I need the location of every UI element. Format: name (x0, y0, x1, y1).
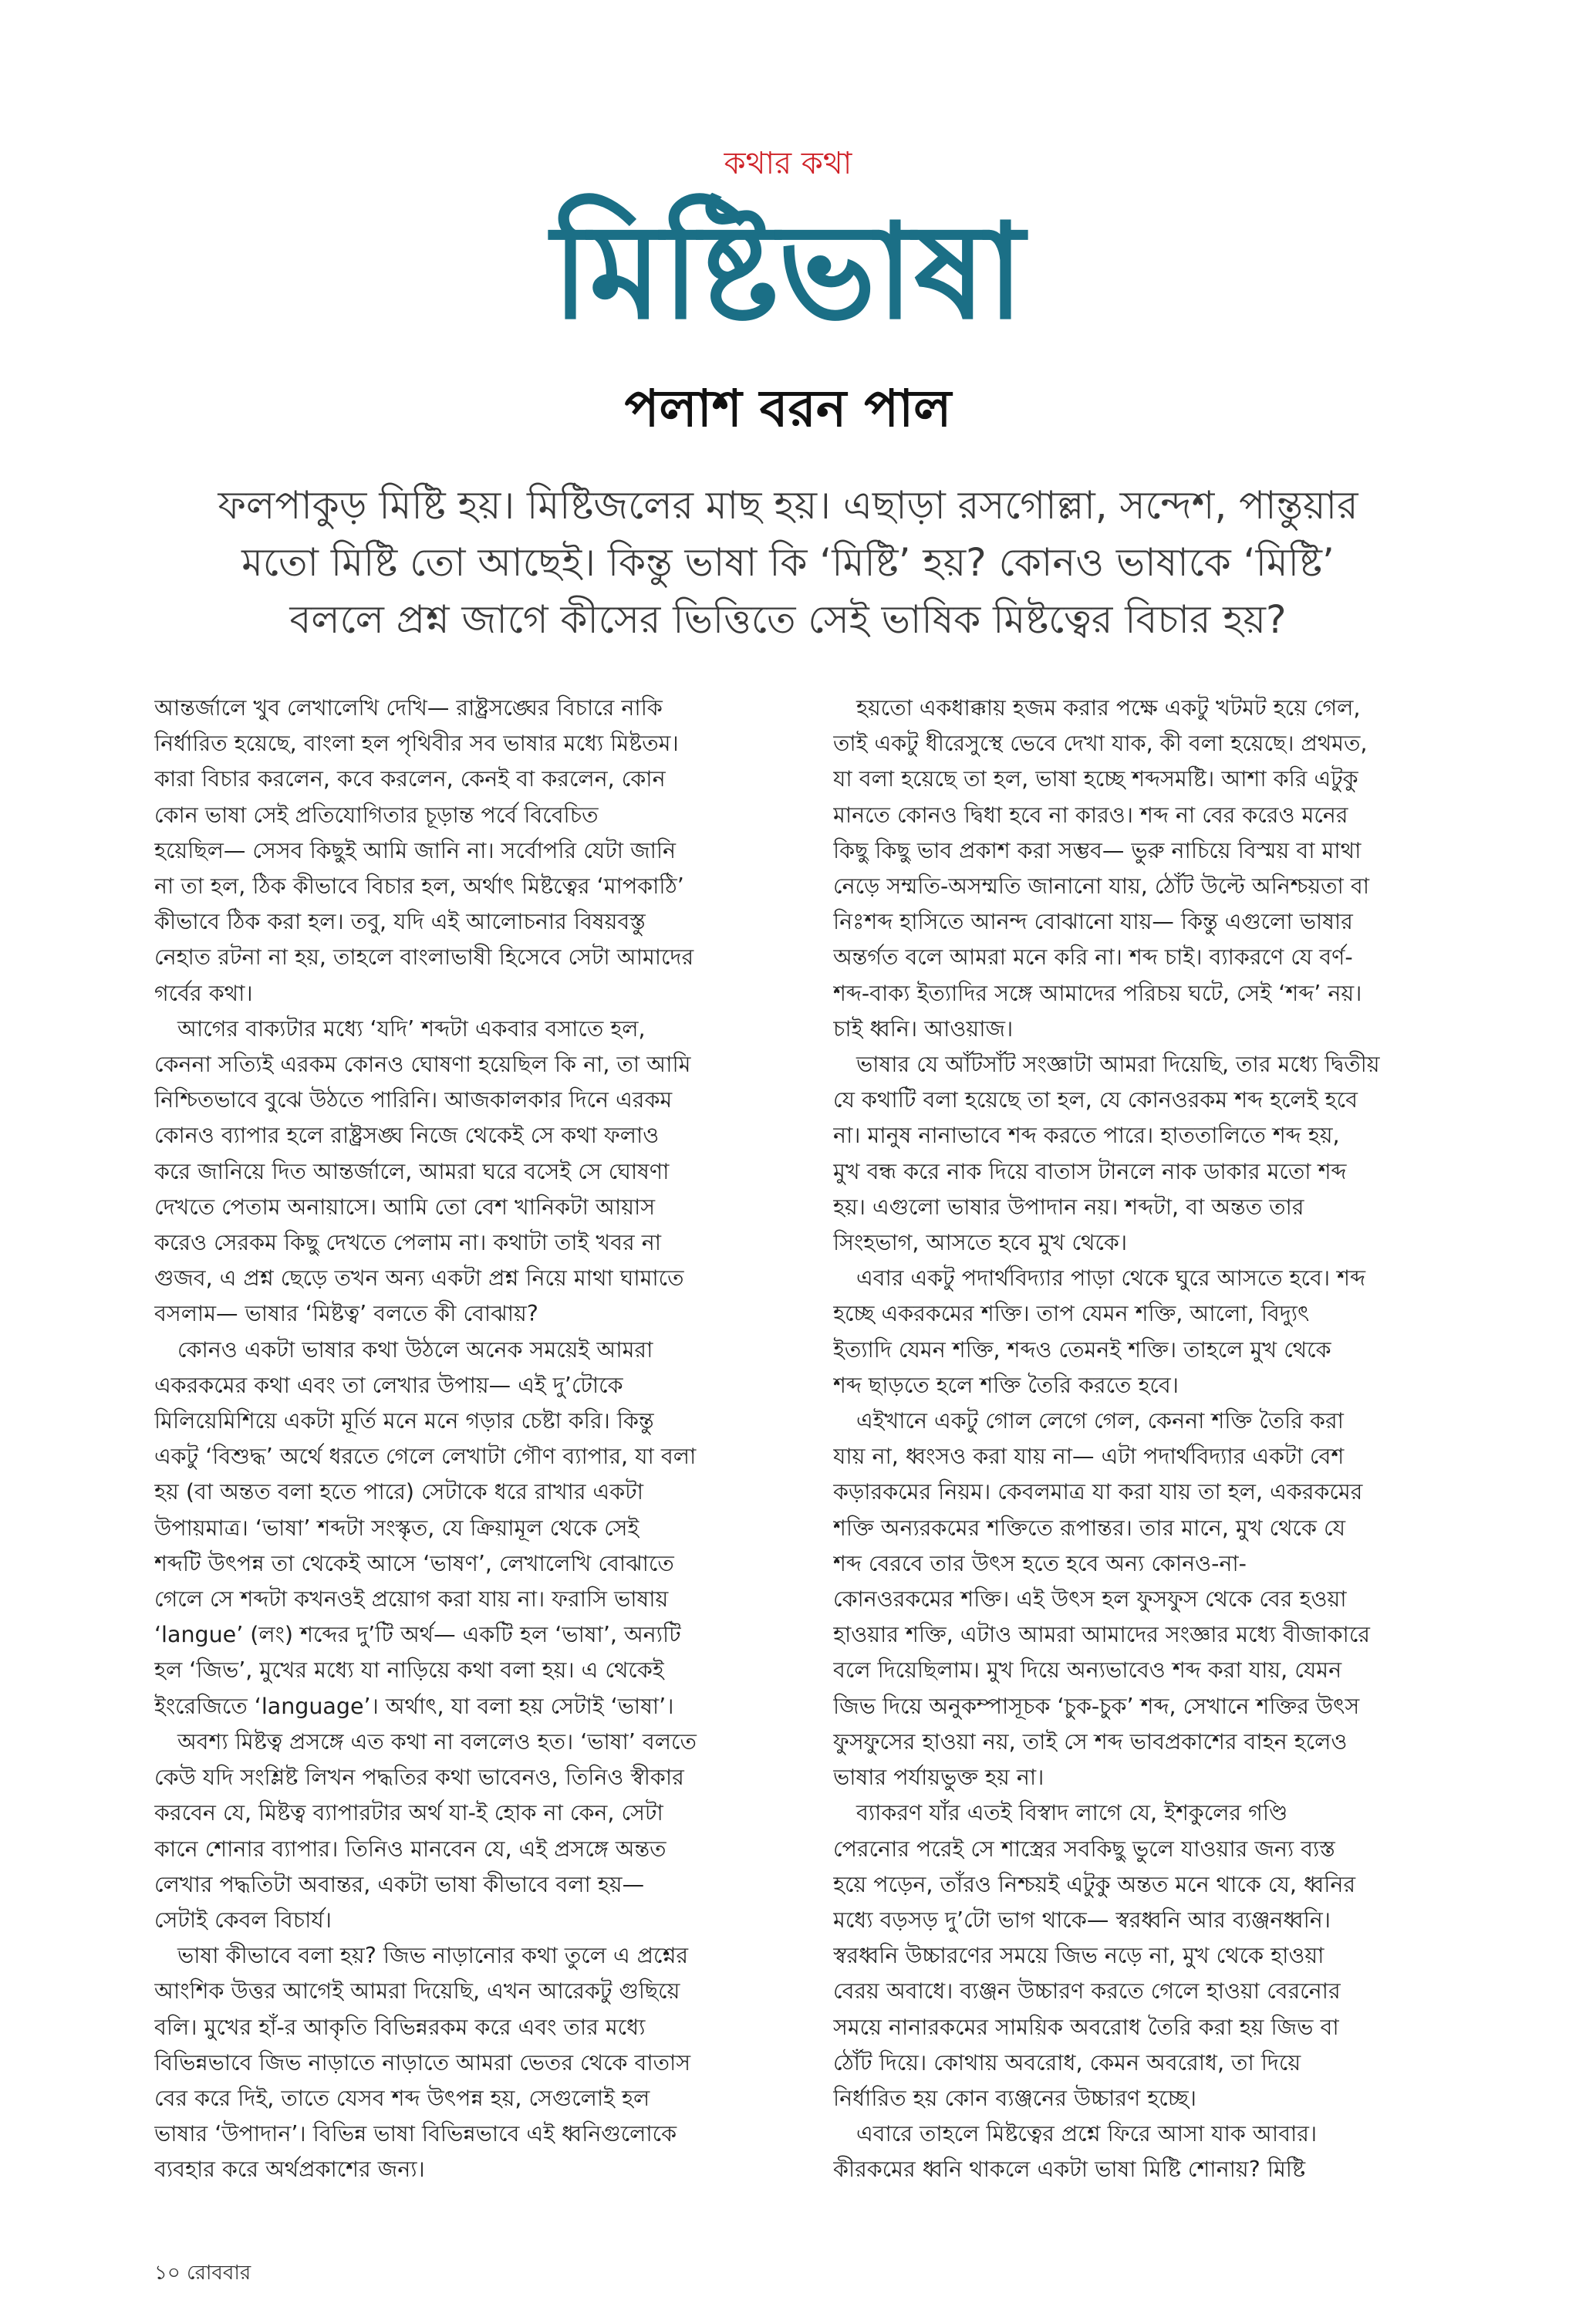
text-line: ভাষার পর্যায়ভুক্ত হয় না। (833, 1765, 1044, 1791)
text-line: অবশ্য মিষ্টত্ব প্রসঙ্গে এত কথা না বললেও হত। ‘ভাষা’ বলতে (177, 1728, 697, 1755)
intro-line: বললে প্রশ্ন জাগে কীসের ভিত্তিতে সেই ভাষিক মিষ্টত্বের বিচার হয়? (289, 597, 1287, 642)
text-line: মিলিয়েমিশিয়ে একটা মূর্তি মনে মনে গড়ার চেষ্টা করি। কিন্তু (154, 1408, 654, 1434)
intro-line: ফলপাকুড় মিষ্টি হয়। মিষ্টিজলের মাছ হয়। এছাড়া রসগোল্লা, সন্দেশ, পান্তুয়ার (218, 483, 1358, 528)
text-line: স্বরধ্বনি উচ্চারণের সময়ে জিভ নড়ে না, মুখ থেকে হাওয়া (833, 1943, 1325, 1969)
section-kicker: কথার কথা (724, 146, 852, 181)
text-line: নিঃশব্দ হাসিতে আনন্দ বোঝানো যায়— কিন্তু এগুলো ভাষার (833, 909, 1353, 935)
text-line: এইখানে একটু গোল লেগে গেল, কেননা শক্তি তৈরি করা (856, 1408, 1344, 1434)
text-line: করে জানিয়ে দিত আন্তর্জালে, আমরা ঘরে বসেই সে ঘোষণা (154, 1158, 670, 1184)
text-line: বসলাম— ভাষার ‘মিষ্টত্ব’ বলতে কী বোঝায়? (154, 1301, 538, 1327)
text-line: কিছু কিছু ভাব প্রকাশ করা সম্ভব— ভুরু নাচিয়ে বিস্ময় বা মাথা (833, 837, 1362, 863)
intro-line: মতো মিষ্টি তো আছেই। কিন্তু ভাষা কি ‘মিষ্টি’ হয়? কোনও ভাষাকে ‘মিষ্টি’ (241, 540, 1335, 585)
text-line: শব্দটি উৎপন্ন তা থেকেই আসে ‘ভাষণ’, লেখালেখি বোঝাতে (154, 1550, 674, 1576)
text-line: কোন ভাষা সেই প্রতিযোগিতার চূড়ান্ত পর্বে বিবেচিত (154, 802, 599, 828)
text-line: এবারে তাহলে মিষ্টত্বের প্রশ্নে ফিরে আসা যাক আবার। (856, 2121, 1318, 2147)
body-column-right (833, 691, 1443, 2188)
text-line: বেরয় অবাধে। ব্যঞ্জন উচ্চারণ করতে গেলে হাওয়া বেরনোর (833, 1978, 1341, 2005)
text-line: বলি। মুখের হাঁ-র আকৃতি বিভিন্নরকম করে এবং তার মধ্যে (154, 2014, 646, 2040)
text-line: নির্ধারিত হয় কোন ব্যঞ্জনের উচ্চারণ হচ্ছে। (833, 2085, 1196, 2111)
text-line: ব্যাকরণ যাঁর এতই বিস্বাদ লাগে যে, ইশকুলের গণ্ডি (856, 1800, 1288, 1826)
text-line: অন্তর্গত বলে আমরা মনে করি না। শব্দ চাই। ব্যাকরণে যে বর্ণ- (833, 944, 1353, 971)
text-line: ইংরেজিতে ‘language’। অর্থাৎ, যা বলা হয় সেটাই ‘ভাষা’। (154, 1693, 674, 1719)
text-line: পেরনোর পরেই সে শাস্ত্রের সবকিছু ভুলে যাওয়ার জন্য ব্যস্ত (833, 1836, 1335, 1862)
text-line: ভাষা কীভাবে বলা হয়? জিভ নাড়ানোর কথা তুলে এ প্রশ্নের (177, 1943, 689, 1969)
text-line: ভাষার ‘উপাদান’। বিভিন্ন ভাষা বিভিন্নভাবে এই ধ্বনিগুলোকে (154, 2121, 677, 2147)
text-line: উপায়মাত্র। ‘ভাষা’ শব্দটা সংস্কৃত, যে ক্রিয়ামূল থেকে সেই (154, 1515, 640, 1541)
text-line: মুখ বন্ধ করে নাক দিয়ে বাতাস টানলে নাক ডাকার মতো শব্দ (833, 1158, 1347, 1184)
text-line: সেটাই কেবল বিচার্য। (154, 1907, 332, 1933)
text-line: আংশিক উত্তর আগেই আমরা দিয়েছি, এখন আরেকটু গুছিয়ে (154, 1978, 680, 2005)
text-line: দেখতে পেতাম অনায়াসে। আমি তো বেশ খানিকটা আয়াস (154, 1194, 656, 1220)
text-line: আগের বাক্যটার মধ্যে ‘যদি’ শব্দটা একবার বসাতে হল, (177, 1015, 646, 1042)
text-line: না তা হল, ঠিক কীভাবে বিচার হল, অর্থাৎ মিষ্টত্বের ‘মাপকাঠি’ (154, 873, 684, 900)
text-line: বিভিন্নভাবে জিভ নাড়াতে নাড়াতে আমরা ভেতর থেকে বাতাস (154, 2049, 691, 2076)
text-line: কারা বিচার করলেন, কবে করলেন, কেনই বা করলেন, কোন (154, 766, 666, 792)
text-line: হয়ে পড়েন, তাঁরও নিশ্চয়ই এটুকু অন্তত মনে থাকে যে, ধ্বনির (833, 1871, 1356, 1897)
text-line: হয় (বা অন্তত বলা হতে পারে) সেটাকে ধরে রাখার একটা (154, 1479, 643, 1505)
text-line: গুজব, এ প্রশ্ন ছেড়ে তখন অন্য একটা প্রশ্ন নিয়ে মাথা ঘামাতে (154, 1265, 684, 1292)
text-line: শক্তি অন্যরকমের শক্তিতে রূপান্তর। তার মানে, মুখ থেকে যে (833, 1515, 1345, 1541)
text-line: শব্দ বেরবে তার উৎস হতে হবে অন্য কোনও-না- (833, 1550, 1247, 1576)
text-line: হচ্ছে একরকমের শক্তি। তাপ যেমন শক্তি, আলো, বিদ্যুৎ (833, 1301, 1310, 1327)
text-line: সময়ে নানারকমের সাময়িক অবরোধ তৈরি করা হয় জিভ বা (833, 2014, 1339, 2040)
text-line: মানতে কোনও দ্বিধা হবে না কারও। শব্দ না বের করেও মনের (833, 802, 1348, 828)
text-line: শব্দ ছাড়তে হলে শক্তি তৈরি করতে হবে। (833, 1372, 1179, 1398)
text-line: কোনওরকমের শক্তি। এই উৎস হল ফুসফুস থেকে বের হওয়া (833, 1586, 1347, 1613)
author-name: পলাশ বরন পাল (624, 379, 952, 438)
text-line: কানে শোনার ব্যাপার। তিনিও মানবেন যে, এই প্রসঙ্গে অন্তত (154, 1836, 667, 1862)
text-line: ‘langue’ (লং) শব্দের দু’টি অর্থ— একটি হল ‘ভাষা’, অন্যটি (154, 1622, 681, 1648)
page-footer: ১০ রোববার (154, 2262, 251, 2285)
text-line: গর্বের কথা। (154, 980, 253, 1006)
text-line: কোনও ব্যাপার হলে রাষ্ট্রসঙ্ঘ নিজে থেকেই সে কথা ফলাও (154, 1123, 660, 1149)
text-line: ঠোঁট দিয়ে। কোথায় অবরোধ, কেমন অবরোধ, তা দিয়ে (833, 2049, 1301, 2076)
text-line: যা বলা হয়েছে তা হল, ভাষা হচ্ছে শব্দসমষ্টি। আশা করি এটুকু (833, 766, 1358, 792)
text-line: ইত্যাদি যেমন শক্তি, শব্দও তেমনই শক্তি। তাহলে মুখ থেকে (833, 1336, 1331, 1363)
text-line: একরকমের কথা এবং তা লেখার উপায়— এই দু’টোকে (154, 1372, 623, 1398)
text-line: করবেন যে, মিষ্টত্ব ব্যাপারটার অর্থ যা-ই হোক না কেন, সেটা (154, 1800, 663, 1826)
text-line: শব্দ-বাক্য ইত্যাদির সঙ্গে আমাদের পরিচয় ঘটে, সেই ‘শব্দ’ নয়। (833, 980, 1362, 1006)
body-column-left (154, 691, 764, 2188)
text-line: হাওয়ার শক্তি, এটাও আমরা আমাদের সংজ্ঞার মধ্যে বীজাকারে (833, 1622, 1370, 1648)
text-line: কোনও একটা ভাষার কথা উঠলে অনেক সময়েই আমরা (177, 1336, 653, 1363)
text-line: একটু ‘বিশুদ্ধ’ অর্থে ধরতে গেলে লেখাটা গৌণ ব্যাপার, যা বলা (154, 1444, 697, 1470)
text-line: হয়তো একধাক্কায় হজম করার পক্ষে একটু খটমট হয়ে গেল, (856, 695, 1361, 721)
text-line: তাই একটু ধীরেসুস্থে ভেবে দেখা যাক, কী বলা হয়েছে। প্রথমত, (833, 731, 1368, 757)
article-title: মিষ্টিভাষা (552, 196, 1024, 349)
text-line: যে কথাটি বলা হয়েছে তা হল, যে কোনওরকম শব্দ হলেই হবে (833, 1087, 1358, 1113)
text-line: করেও সেরকম কিছু দেখতে পেলাম না। কথাটা তাই খবর না (154, 1230, 662, 1256)
text-line: সিংহভাগ, আসতে হবে মুখ থেকে। (833, 1230, 1128, 1256)
text-line: নির্ধারিত হয়েছে, বাংলা হল পৃথিবীর সব ভাষার মধ্যে মিষ্টতম। (154, 731, 679, 757)
text-line: এবার একটু পদার্থবিদ্যার পাড়া থেকে ঘুরে আসতে হবে। শব্দ (856, 1265, 1365, 1292)
intro-standfirst (147, 477, 1429, 648)
text-line: ফুসফুসের হাওয়া নয়, তাই সে শব্দ ভাবপ্রকাশের বাহন হলেও (833, 1728, 1348, 1755)
text-line: নেহাত রটনা না হয়, তাহলে বাংলাভাষী হিসেবে সেটা আমাদের (154, 944, 694, 971)
text-line: চাই ধ্বনি। আওয়াজ। (833, 1015, 1014, 1042)
text-line: নেড়ে সম্মতি-অসম্মতি জানানো যায়, ঠোঁট উল্টে অনিশ্চয়তা বা (833, 873, 1370, 900)
text-line: গেলে সে শব্দটা কখনওই প্রয়োগ করা যায় না। ফরাসি ভাষায় (154, 1586, 669, 1613)
text-line: যায় না, ধ্বংসও করা যায় না— এটা পদার্থবিদ্যার একটা বেশ (833, 1444, 1345, 1470)
text-line: কেননা সত্যিই এরকম কোনও ঘোষণা হয়েছিল কি না, তা আমি (154, 1052, 691, 1078)
text-line: ব্যবহার করে অর্থপ্রকাশের জন্য। (154, 2157, 425, 2183)
text-line: লেখার পদ্ধতিটা অবান্তর, একটা ভাষা কীভাবে বলা হয়— (154, 1871, 645, 1897)
text-line: হয়েছিল— সেসব কিছুই আমি জানি না। সর্বোপরি যেটা জানি (154, 837, 677, 863)
text-line: হয়। এগুলো ভাষার উপাদান নয়। শব্দটা, বা অন্তত তার (833, 1194, 1304, 1220)
text-line: বের করে দিই, তাতে যেসব শব্দ উৎপন্ন হয়, সেগুলোই হল (154, 2085, 650, 2111)
text-line: ভাষার যে আঁটসাঁট সংজ্ঞাটা আমরা দিয়েছি, তার মধ্যে দ্বিতীয় (856, 1052, 1380, 1078)
text-line: কীরকমের ধ্বনি থাকলে একটা ভাষা মিষ্টি শোনায়? মিষ্টি (833, 2157, 1306, 2183)
text-line: নিশ্চিতভাবে বুঝে উঠতে পারিনি। আজকালকার দিনে এরকম (154, 1087, 673, 1113)
text-line: না। মানুষ নানাভাবে শব্দ করতে পারে। হাততালিতে শব্দ হয়, (833, 1123, 1340, 1149)
text-line: কড়ারকমের নিয়ম। কেবলমাত্র যা করা যায় তা হল, একরকমের (833, 1479, 1363, 1505)
text-line: আন্তর্জালে খুব লেখালেখি দেখি— রাষ্ট্রসঙ্ঘের বিচারে নাকি (154, 695, 663, 721)
text-line: কীভাবে ঠিক করা হল। তবু, যদি এই আলোচনার বিষয়বস্তু (154, 909, 646, 935)
text-line: হল ‘জিভ’, মুখের মধ্যে যা নাড়িয়ে কথা বলা হয়। এ থেকেই (154, 1657, 664, 1684)
text-line: মধ্যে বড়সড় দু’টো ভাগ থাকে— স্বরধ্বনি আর ব্যঞ্জনধ্বনি। (833, 1907, 1331, 1933)
text-line: জিভ দিয়ে অনুকম্পাসূচক ‘চুক-চুক’ শব্দ, সেখানে শক্তির উৎস (833, 1693, 1360, 1719)
text-line: বলে দিয়েছিলাম। মুখ দিয়ে অন্যভাবেও শব্দ করা যায়, যেমন (833, 1657, 1342, 1684)
text-line: কেউ যদি সংশ্লিষ্ট লিখন পদ্ধতির কথা ভাবেনও, তিনিও স্বীকার (154, 1765, 684, 1791)
